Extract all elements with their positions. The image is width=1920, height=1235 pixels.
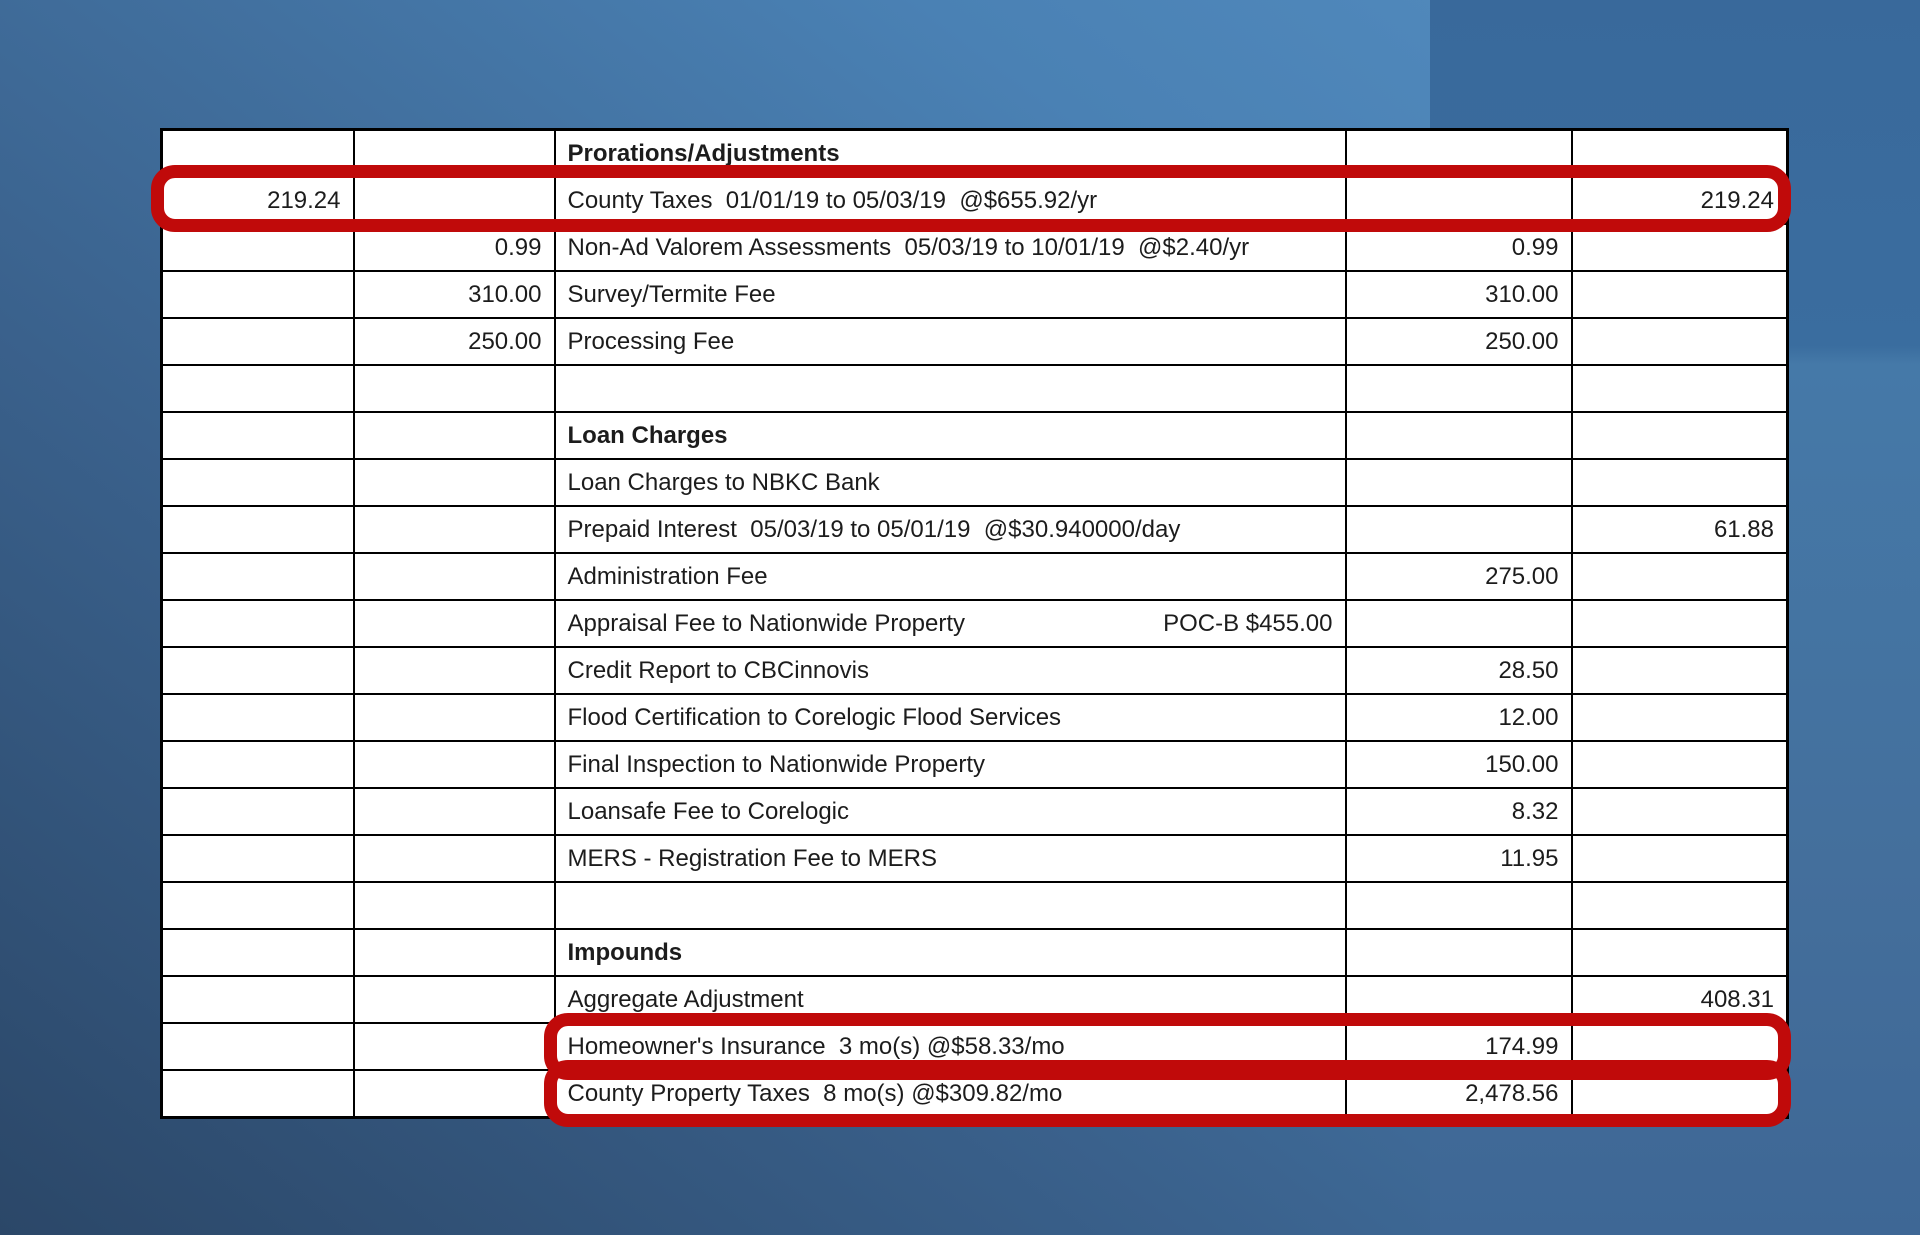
- cell-description: MERS - Registration Fee to MERS: [555, 835, 1346, 882]
- cell-section-header: Prorations/Adjustments: [555, 130, 1346, 178]
- cell-amount-left-inner: [354, 647, 555, 694]
- cell-amount-left-outer: [162, 694, 354, 741]
- cell-amount-right-outer: [1572, 224, 1788, 271]
- cell-amount-left-outer: [162, 882, 354, 929]
- table-row: [162, 788, 1788, 835]
- settlement-statement-table: [160, 128, 1789, 1119]
- cell-amount-left-inner: [354, 506, 555, 553]
- cell-amount-right-inner: 8.32: [1346, 788, 1572, 835]
- cell-amount-right-outer: [1572, 694, 1788, 741]
- cell-amount-left-inner: [354, 459, 555, 506]
- cell-amount-right-outer: 61.88: [1572, 506, 1788, 553]
- cell-amount-left-inner: [354, 1023, 555, 1070]
- cell-description: Non-Ad Valorem Assessments 05/03/19 to 10/01/19 @$2.40/yr: [555, 224, 1346, 271]
- cell-amount-right-inner: [1346, 506, 1572, 553]
- cell-amount-left-outer: [162, 506, 354, 553]
- cell-amount-left-outer: [162, 647, 354, 694]
- cell-amount-right-outer: [1572, 929, 1788, 976]
- cell-amount-left-inner: 0.99: [354, 224, 555, 271]
- cell-amount-right-inner: 12.00: [1346, 694, 1572, 741]
- cell-amount-left-outer: [162, 1023, 354, 1070]
- cell-amount-right-inner: [1346, 459, 1572, 506]
- poc-amount-text: POC-B $455.00: [1163, 609, 1333, 637]
- cell-amount-left-inner: 310.00: [354, 271, 555, 318]
- cell-amount-left-outer: [162, 318, 354, 365]
- cell-amount-left-inner: [354, 788, 555, 835]
- cell-amount-right-outer: [1572, 412, 1788, 459]
- cell-amount-left-outer: [162, 600, 354, 647]
- cell-amount-left-inner: [354, 130, 555, 178]
- cell-amount-right-outer: [1572, 835, 1788, 882]
- cell-description: [555, 882, 1346, 929]
- table-row: [162, 506, 1788, 553]
- cell-amount-right-inner: 310.00: [1346, 271, 1572, 318]
- cell-amount-right-outer: [1572, 600, 1788, 647]
- cell-amount-right-outer: [1572, 741, 1788, 788]
- cell-amount-left-inner: 250.00: [354, 318, 555, 365]
- cell-description: Flood Certification to Corelogic Flood Services: [555, 694, 1346, 741]
- cell-amount-right-inner: [1346, 130, 1572, 178]
- table-row: [162, 741, 1788, 788]
- cell-description: Aggregate Adjustment: [555, 976, 1346, 1023]
- cell-amount-left-inner: [354, 600, 555, 647]
- cell-amount-right-inner: [1346, 929, 1572, 976]
- cell-description: Loan Charges to NBKC Bank: [555, 459, 1346, 506]
- cell-amount-right-inner: 150.00: [1346, 741, 1572, 788]
- cell-amount-right-outer: 408.31: [1572, 976, 1788, 1023]
- cell-description: Survey/Termite Fee: [555, 271, 1346, 318]
- table-row: [162, 130, 1788, 178]
- cell-amount-right-inner: [1346, 177, 1572, 224]
- cell-amount-right-outer: [1572, 788, 1788, 835]
- cell-amount-right-outer: [1572, 647, 1788, 694]
- cell-amount-right-inner: [1346, 882, 1572, 929]
- cell-amount-left-inner: [354, 976, 555, 1023]
- cell-amount-left-inner: [354, 929, 555, 976]
- cell-description: Administration Fee: [555, 553, 1346, 600]
- cell-amount-right-outer: [1572, 1023, 1788, 1070]
- cell-amount-right-inner: 0.99: [1346, 224, 1572, 271]
- table-row: [162, 224, 1788, 271]
- cell-section-header: Impounds: [555, 929, 1346, 976]
- cell-amount-left-inner: [354, 365, 555, 412]
- cell-amount-left-outer: [162, 1070, 354, 1118]
- cell-description: Final Inspection to Nationwide Property: [555, 741, 1346, 788]
- cell-amount-right-inner: 11.95: [1346, 835, 1572, 882]
- cell-amount-right-outer: [1572, 459, 1788, 506]
- cell-amount-left-inner: [354, 694, 555, 741]
- cell-amount-left-outer: [162, 271, 354, 318]
- cell-amount-right-outer: 219.24: [1572, 177, 1788, 224]
- table-row: [162, 1070, 1788, 1118]
- table-row: [162, 365, 1788, 412]
- cell-amount-left-outer: [162, 553, 354, 600]
- cell-description: Processing Fee: [555, 318, 1346, 365]
- table-row: [162, 271, 1788, 318]
- cell-description: Credit Report to CBCinnovis: [555, 647, 1346, 694]
- cell-amount-left-inner: [354, 741, 555, 788]
- cell-section-header: Loan Charges: [555, 412, 1346, 459]
- table-row: [162, 318, 1788, 365]
- cell-amount-right-inner: 250.00: [1346, 318, 1572, 365]
- cell-amount-left-outer: [162, 412, 354, 459]
- cell-description: County Taxes 01/01/19 to 05/03/19 @$655.92/yr: [555, 177, 1346, 224]
- cell-description: Homeowner's Insurance 3 mo(s) @$58.33/mo: [555, 1023, 1346, 1070]
- cell-amount-left-outer: [162, 788, 354, 835]
- cell-description: [555, 365, 1346, 412]
- cell-amount-left-outer: [162, 459, 354, 506]
- cell-amount-right-outer: [1572, 882, 1788, 929]
- cell-amount-right-inner: [1346, 365, 1572, 412]
- table-row: [162, 647, 1788, 694]
- cell-amount-left-inner: [354, 835, 555, 882]
- table-row: [162, 459, 1788, 506]
- cell-amount-left-outer: [162, 365, 354, 412]
- cell-amount-right-inner: 174.99: [1346, 1023, 1572, 1070]
- cell-amount-left-inner: [354, 412, 555, 459]
- cell-amount-left-inner: [354, 553, 555, 600]
- cell-amount-left-outer: [162, 741, 354, 788]
- cell-amount-right-inner: 275.00: [1346, 553, 1572, 600]
- cell-amount-left-outer: [162, 224, 354, 271]
- table-row: [162, 929, 1788, 976]
- cell-amount-right-inner: [1346, 600, 1572, 647]
- cell-amount-right-outer: [1572, 318, 1788, 365]
- table-row: [162, 412, 1788, 459]
- cell-amount-left-outer: 219.24: [162, 177, 354, 224]
- cell-description: Loansafe Fee to Corelogic: [555, 788, 1346, 835]
- table-row: [162, 1023, 1788, 1070]
- cell-amount-right-outer: [1572, 271, 1788, 318]
- cell-amount-left-inner: [354, 177, 555, 224]
- cell-description: Prepaid Interest 05/03/19 to 05/01/19 @$30.940000/day: [555, 506, 1346, 553]
- cell-amount-left-outer: [162, 976, 354, 1023]
- table-row: [162, 976, 1788, 1023]
- cell-amount-right-outer: [1572, 1070, 1788, 1118]
- table-row: [162, 553, 1788, 600]
- table-row: [162, 600, 1788, 647]
- cell-amount-right-inner: 2,478.56: [1346, 1070, 1572, 1118]
- cell-amount-left-outer: [162, 130, 354, 178]
- cell-amount-right-outer: [1572, 130, 1788, 178]
- cell-amount-left-inner: [354, 882, 555, 929]
- table-row: [162, 694, 1788, 741]
- cell-amount-right-inner: 28.50: [1346, 647, 1572, 694]
- cell-amount-right-outer: [1572, 553, 1788, 600]
- table-row: [162, 882, 1788, 929]
- cell-amount-right-outer: [1572, 365, 1788, 412]
- cell-amount-left-outer: [162, 929, 354, 976]
- table-row: [162, 177, 1788, 224]
- cell-description: County Property Taxes 8 mo(s) @$309.82/mo: [555, 1070, 1346, 1118]
- cell-description: [555, 600, 1346, 647]
- cell-amount-right-inner: [1346, 412, 1572, 459]
- table-row: [162, 835, 1788, 882]
- description-text: Appraisal Fee to Nationwide Property: [567, 609, 966, 637]
- cell-amount-left-outer: [162, 835, 354, 882]
- cell-amount-left-inner: [354, 1070, 555, 1118]
- cell-amount-right-inner: [1346, 976, 1572, 1023]
